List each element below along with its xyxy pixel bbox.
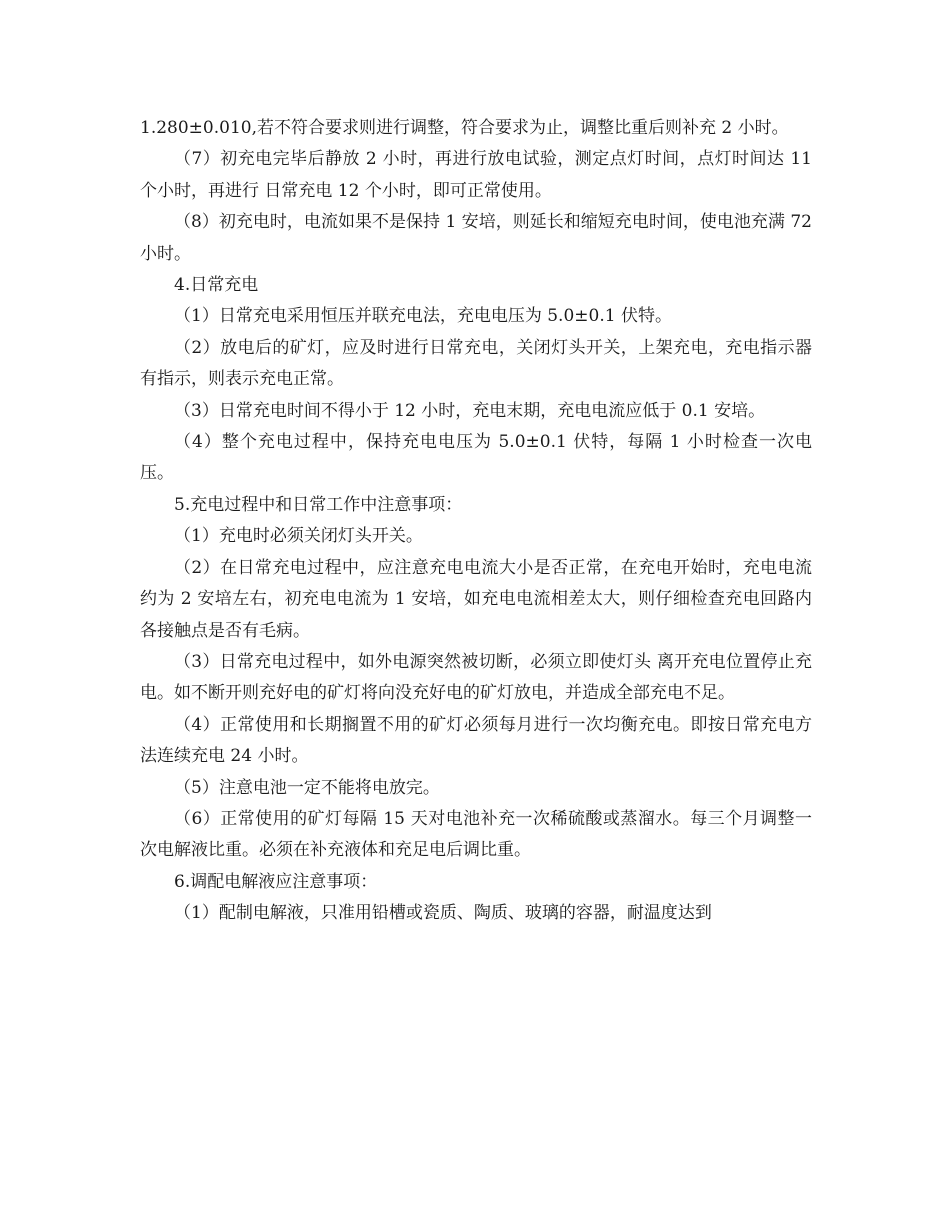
- paragraph-daily-2: （2）放电后的矿灯，应及时进行日常充电，关闭灯头开关，上架充电，充电指示器有指示，则表示充电正常。: [140, 337, 812, 390]
- paragraph-item-7: （7）初充电完毕后静放 2 小时，再进行放电试验，测定点灯时间，点灯时间达 11 个小时，再进行 日常充电 12 个小时，即可正常使用。: [140, 149, 812, 201]
- paragraph-item-8: （8）初充电时，电流如果不是保持 1 安培，则延长和缩短充电时间，使电池充满 72 小时。: [140, 212, 812, 264]
- paragraph-electrolyte-1: （1）配制电解液，只准用铅槽或瓷质、陶质、玻璃的容器，耐温度达到: [174, 903, 712, 924]
- paragraph-precaution-5: （5）注意电池一定不能将电放完。: [174, 777, 440, 798]
- section-heading-precautions: 5.充电过程中和日常工作中注意事项：: [174, 494, 463, 515]
- section-heading-electrolyte: 6.调配电解液应注意事项：: [174, 871, 378, 892]
- paragraph-daily-4: （4）整个充电过程中，保持充电电压为 5.0±0.1 伏特，每隔 1 小时检查一次电压。: [140, 432, 812, 484]
- paragraph-daily-3: （3）日常充电时间不得小于 12 小时，充电末期，充电电流应低于 0.1 安培。: [174, 400, 766, 421]
- paragraph-precaution-2: （2）在日常充电过程中，应注意充电电流大小是否正常，在充电开始时，充电电流约为 2 安培左右，初充电电流为 1 安培，如充电电流相差太大，则仔细检查充电回路内各接触点是否有毛病。: [140, 557, 812, 641]
- paragraph-precaution-1: （1）充电时必须关闭灯头开关。: [174, 526, 423, 547]
- paragraph-continued-adjustment: 1.280±0.010,若不符合要求则进行调整，符合要求为止，调整比重后则补充 2 小时。: [140, 118, 789, 138]
- paragraph-precaution-4: （4）正常使用和长期搁置不用的矿灯必须每月进行一次均衡充电。即按日常充电方法连续充电 24 小时。: [140, 714, 812, 767]
- section-heading-daily-charging: 4.日常充电: [174, 275, 259, 296]
- document-body: [140, 113, 812, 930]
- paragraph-daily-1: （1）日常充电采用恒压并联充电法，充电电压为 5.0±0.1 伏特。: [174, 306, 672, 327]
- paragraph-precaution-3: （3）日常充电过程中，如外电源突然被切断，必须立即使灯头 离开充电位置停止充电。如不断开则充好电的矿灯将向没充好电的矿灯放电，并造成全部充电不足。: [140, 651, 812, 704]
- paragraph-precaution-6: （6）正常使用的矿灯每隔 15 天对电池补充一次稀硫酸或蒸溜水。每三个月调整一次电解液比重。必须在补充液体和充足电后调比重。: [140, 808, 812, 861]
